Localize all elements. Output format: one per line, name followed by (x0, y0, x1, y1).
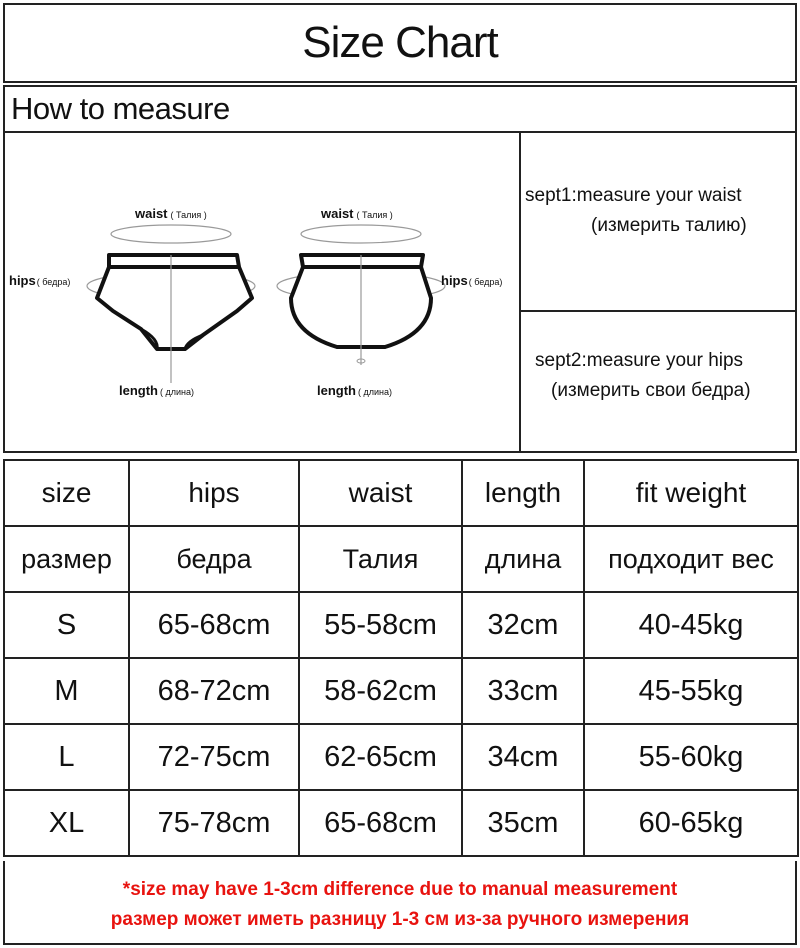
front-briefs-outline (97, 255, 252, 349)
front-length-label: length ( длина) (119, 383, 195, 398)
disclaimer-note (3, 861, 797, 945)
table-cell: 58-62cm (299, 658, 462, 724)
front-hips-label: hips( бедра) (9, 273, 71, 288)
table-cell: 65-68cm (129, 592, 299, 658)
table-cell: 55-60kg (584, 724, 798, 790)
step-1-text: sept1:measure your waist (525, 185, 742, 206)
table-cell: 40-45kg (584, 592, 798, 658)
table-row (4, 592, 798, 658)
back-waist-ellipse (301, 225, 421, 243)
header-cell: length (462, 460, 584, 526)
header-cell: size (4, 460, 129, 526)
table-cell: 45-55kg (584, 658, 798, 724)
back-length-label: length ( длина) (317, 383, 393, 398)
table-cell: 33cm (462, 658, 584, 724)
how-to-measure-heading: How to measure (5, 87, 795, 133)
header-cell-ru: подходит вес (584, 526, 798, 592)
size-table (3, 459, 799, 857)
table-cell: 55-58cm (299, 592, 462, 658)
table-cell: 62-65cm (299, 724, 462, 790)
header-cell-ru: длина (462, 526, 584, 592)
table-row (4, 724, 798, 790)
table-row (4, 790, 798, 856)
how-to-measure-section (3, 85, 797, 453)
header-cell: hips (129, 460, 299, 526)
table-cell: 32cm (462, 592, 584, 658)
disclaimer-text-ru: размер может иметь разницу 1-3 см из-за ручного измерения (110, 909, 690, 930)
header-cell-ru: Талия (299, 526, 462, 592)
back-waist-label: waist ( Талия ) (321, 206, 393, 221)
table-cell: 35cm (462, 790, 584, 856)
table-cell: 72-75cm (129, 724, 299, 790)
table-cell: L (4, 724, 129, 790)
step-1-text-ru: (измерить талию) (591, 215, 747, 236)
table-row (4, 658, 798, 724)
measurement-diagram (5, 133, 519, 451)
step-1 (521, 133, 795, 312)
table-cell: S (4, 592, 129, 658)
table-cell: 75-78cm (129, 790, 299, 856)
front-briefs-figure (87, 225, 255, 383)
table-cell: XL (4, 790, 129, 856)
header-cell: fit weight (584, 460, 798, 526)
page-title: Size Chart (3, 3, 797, 83)
step-2 (521, 312, 795, 449)
header-cell-ru: размер (4, 526, 129, 592)
table-cell: 34cm (462, 724, 584, 790)
table-cell: M (4, 658, 129, 724)
table-header-row (4, 460, 798, 526)
back-hips-label: hips( бедра) (441, 273, 503, 288)
table-cell: 65-68cm (299, 790, 462, 856)
header-cell: waist (299, 460, 462, 526)
table-cell: 60-65kg (584, 790, 798, 856)
table-header-row-ru (4, 526, 798, 592)
measure-steps (519, 133, 795, 451)
front-waist-label: waist ( Талия ) (135, 206, 207, 221)
front-waist-ellipse (111, 225, 231, 243)
disclaimer-text-en: *size may have 1-3cm difference due to manual measurement (122, 879, 678, 900)
table-cell: 68-72cm (129, 658, 299, 724)
step-2-text: sept2:measure your hips (535, 350, 744, 371)
step-2-text-ru: (измерить свои бедра) (551, 380, 751, 401)
header-cell-ru: бедра (129, 526, 299, 592)
back-briefs-figure (277, 225, 445, 365)
briefs-diagram-svg (5, 133, 519, 451)
